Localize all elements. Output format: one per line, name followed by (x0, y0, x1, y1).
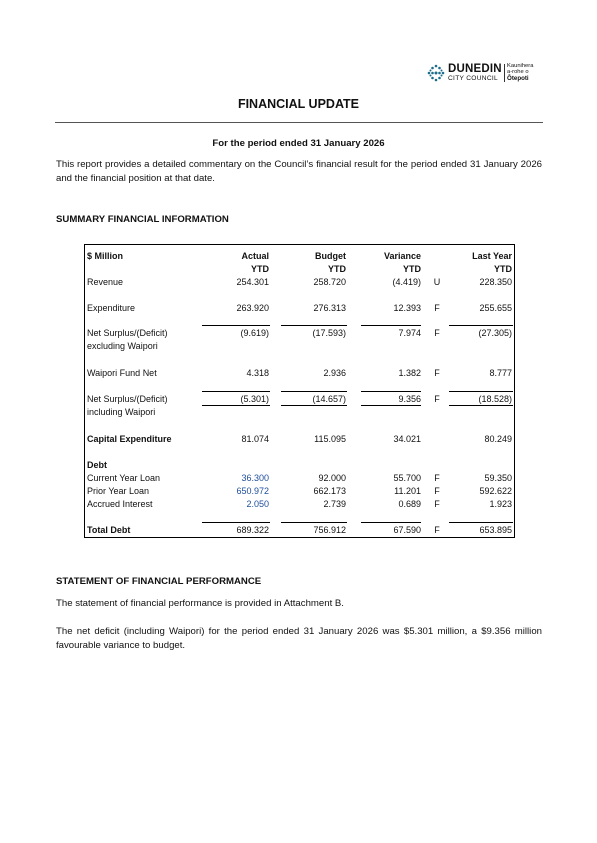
row-waipori-variance: 1.382 (398, 368, 421, 378)
summary-heading: SUMMARY FINANCIAL INFORMATION (56, 214, 229, 225)
title-rule (55, 122, 543, 123)
subtotal-line (281, 325, 347, 326)
row-net-excl-last: (27.305) (478, 328, 512, 338)
row-prior-loan-actual: 650.972 (236, 486, 269, 496)
header-budget: Budget (315, 251, 346, 261)
header-last-year: Last Year (472, 251, 512, 261)
total-underline (361, 405, 421, 406)
row-prior-loan-last: 592.622 (479, 486, 512, 496)
subtotal-line (361, 325, 421, 326)
row-total-debt-variance: 67.590 (393, 525, 421, 535)
header-variance: Variance (383, 251, 421, 261)
header-last-year-ytd: YTD (494, 264, 512, 274)
row-prior-loan-fu: F (434, 486, 440, 496)
row-interest-variance: 0.689 (398, 499, 421, 509)
total-underline (449, 405, 513, 406)
row-total-debt-last: 653.895 (479, 525, 512, 535)
row-current-loan-last: 59.350 (484, 473, 512, 483)
subtotal-line (281, 391, 347, 392)
row-prior-loan-label: Prior Year Loan (87, 486, 150, 496)
logo-divider (504, 64, 505, 82)
row-revenue-budget: 258.720 (313, 277, 346, 287)
row-total-debt-budget: 756.912 (313, 525, 346, 535)
row-expenditure-fu: F (434, 303, 440, 313)
row-revenue-variance: (4.419) (392, 277, 421, 287)
row-waipori-last: 8.777 (489, 368, 512, 378)
row-revenue-fu: U (433, 277, 441, 287)
row-net-incl-actual: (5.301) (240, 394, 269, 404)
subtotal-line (202, 325, 270, 326)
row-total-debt-label: Total Debt (87, 525, 131, 535)
row-interest-actual: 2.050 (246, 499, 269, 509)
total-underline (281, 405, 347, 406)
subtotal-line (281, 522, 347, 523)
row-net-excl-label2: excluding Waipori (87, 341, 158, 351)
row-net-incl-variance: 9.356 (398, 394, 421, 404)
subtotal-line (449, 522, 513, 523)
header-variance-ytd: YTD (403, 264, 421, 274)
subtotal-line (449, 325, 513, 326)
row-current-loan-budget: 92.000 (318, 473, 346, 483)
header-actual: Actual (241, 251, 269, 261)
row-interest-budget: 2.739 (323, 499, 346, 509)
row-expenditure-label: Expenditure (87, 303, 136, 313)
header-actual-ytd: YTD (251, 264, 269, 274)
row-waipori-fu: F (434, 368, 440, 378)
row-current-loan-label: Current Year Loan (87, 473, 161, 483)
subtotal-line (202, 522, 270, 523)
header-budget-ytd: YTD (328, 264, 346, 274)
row-net-excl-actual: (9.619) (240, 328, 269, 338)
row-net-excl-budget: (17.593) (312, 328, 346, 338)
row-expenditure-actual: 263.920 (236, 303, 269, 313)
row-current-loan-actual: 36.300 (241, 473, 269, 483)
row-net-excl-label: Net Surplus/(Deficit) (87, 328, 168, 338)
row-net-excl-variance: 7.974 (398, 328, 421, 338)
performance-paragraph-2: The net deficit (including Waipori) for the period ended 31 January 2026 was $5.301 million, a $9.356 million favourable variance to budget. (56, 626, 542, 651)
row-expenditure-variance: 12.393 (393, 303, 421, 313)
total-underline (202, 405, 270, 406)
subtotal-line (202, 391, 270, 392)
row-debt-heading: Debt (87, 460, 107, 470)
row-net-incl-budget: (14.657) (312, 394, 346, 404)
logo-maori-name: Kaunihera a-rohe o Ōtepoti (507, 63, 534, 82)
row-net-incl-label2: including Waipori (87, 407, 156, 417)
row-revenue-actual: 254.301 (236, 277, 269, 287)
row-capex-variance: 34.021 (393, 434, 421, 444)
row-net-incl-last: (18.528) (478, 394, 512, 404)
performance-paragraph-1: The statement of financial performance is provided in Attachment B. (56, 598, 344, 609)
row-capex-label: Capital Expenditure (87, 434, 172, 444)
logo-name: DUNEDIN (448, 63, 502, 75)
row-capex-actual: 81.074 (241, 434, 269, 444)
row-total-debt-fu: F (434, 525, 440, 535)
row-interest-fu: F (434, 499, 440, 509)
row-expenditure-budget: 276.313 (313, 303, 346, 313)
row-net-incl-label: Net Surplus/(Deficit) (87, 394, 168, 404)
page-title: FINANCIAL UPDATE (237, 97, 360, 111)
row-revenue-last: 228.350 (479, 277, 512, 287)
row-current-loan-variance: 55.700 (393, 473, 421, 483)
row-capex-budget: 115.095 (314, 434, 346, 444)
row-revenue-label: Revenue (87, 277, 124, 287)
intro-paragraph: This report provides a detailed commentary on the Council’s financial result for the period ended 31 January 2026 and the financial position at that date. (56, 159, 542, 184)
row-current-loan-fu: F (434, 473, 440, 483)
header-label: $ Million (87, 251, 123, 261)
subtotal-line (449, 391, 513, 392)
subtotal-line (361, 522, 421, 523)
row-prior-loan-variance: 11.201 (394, 486, 421, 496)
logo-subtitle: CITY COUNCIL (448, 75, 499, 82)
period-subtitle: For the period ended 31 January 2026 (212, 138, 385, 149)
council-logo (427, 62, 537, 84)
row-net-excl-fu: F (434, 328, 440, 338)
subtotal-line (361, 391, 421, 392)
row-prior-loan-budget: 662.173 (313, 486, 346, 496)
row-interest-last: 1.923 (489, 499, 512, 509)
row-waipori-actual: 4.318 (246, 368, 269, 378)
row-expenditure-last: 255.655 (479, 303, 512, 313)
summary-table (84, 244, 515, 538)
performance-heading: STATEMENT OF FINANCIAL PERFORMANCE (56, 576, 262, 587)
row-waipori-label: Waipori Fund Net (87, 368, 157, 378)
council-logo-icon (427, 64, 445, 82)
row-interest-label: Accrued Interest (87, 499, 153, 509)
row-total-debt-actual: 689.322 (236, 525, 269, 535)
row-waipori-budget: 2.936 (323, 368, 346, 378)
row-capex-last: 80.249 (484, 434, 512, 444)
row-net-incl-fu: F (434, 394, 440, 404)
